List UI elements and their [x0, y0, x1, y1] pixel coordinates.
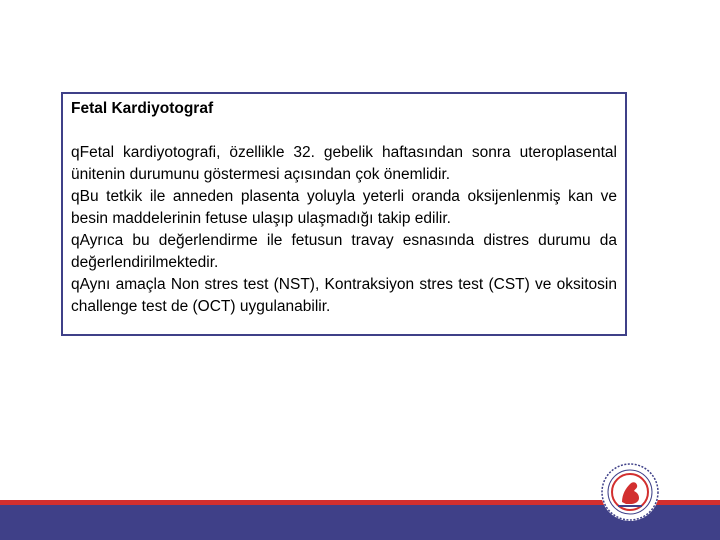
bullet-marker: q	[71, 276, 80, 293]
bullet-item-1	[71, 142, 617, 186]
bullet-marker: q	[71, 144, 80, 161]
bullet-item-2	[71, 186, 617, 230]
university-seal-icon	[600, 462, 660, 522]
content-box	[61, 92, 627, 336]
bullet-text: Ayrıca bu değerlendirme ile fetusun travay esnasında distres durumu da değerlendirilmektedir.	[71, 232, 617, 271]
bullet-item-3	[71, 230, 617, 274]
bullet-marker: q	[71, 232, 80, 249]
bullet-text: Bu tetkik ile anneden plasenta yoluyla yeterli oranda oksijenlenmiş kan ve besin maddelerinin fetuse ulaşıp ulaşmadığı takip edilir.	[71, 188, 617, 227]
slide-title: Fetal Kardiyotograf	[71, 100, 214, 117]
bullet-marker: q	[71, 188, 80, 205]
bullet-item-4	[71, 274, 617, 318]
bullet-text: Aynı amaçla Non stres test (NST), Kontraksiyon stres test (CST) ve oksitosin challenge test de (OCT) uygulanabilir.	[71, 276, 617, 315]
bullet-text: Fetal kardiyotografi, özellikle 32. gebelik haftasından sonra uteroplasental ünitenin durumunu göstermesi açısından çok önemlidir.	[71, 144, 617, 183]
